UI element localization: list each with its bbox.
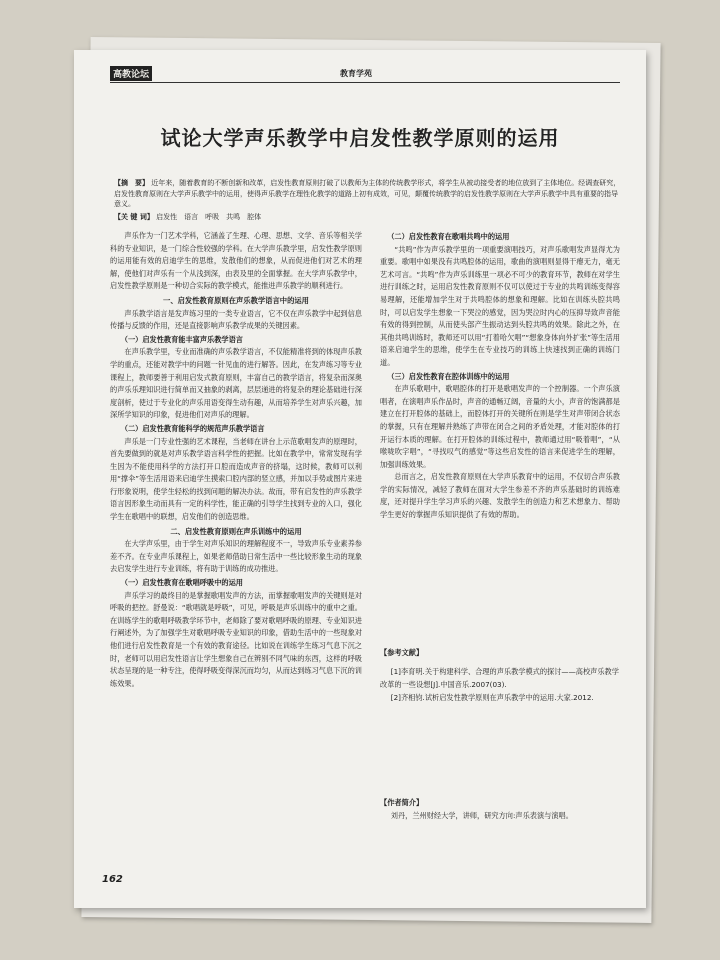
author-heading: 【作者简介】 <box>380 798 424 807</box>
subsection-heading: （三）启发性教育在腔体训练中的运用 <box>387 371 510 381</box>
paragraph: 声乐是一门专业性强的艺术课程，当老师在讲台上示范歌唱发声的原理时，首先要做到的就是对声乐教学语言科学性的把握。比如在教学中，常常发现有学生因为不能使用科学的方法打开口腔而造成声音的挤塌，这时候，教师可以利用“撑伞”等生活用语来启迪学生摸索口腔内部的竖立感，并加以手势或图片来进行形象说明，使学生轻松的找到问题的解决办法。故而，带有启发性的声乐教学语言因形象生动而具有一定的科学性，能正确的引导学生找到专业的入口，强化学生在歌唱中的联想，启发他们的创造思维。 <box>110 436 362 522</box>
section-heading: 一、启发性教育原则在声乐教学语言中的运用 <box>163 295 309 305</box>
references <box>380 646 620 704</box>
paragraph: 声乐教学语言是发声练习里的一类专业语言，它不仅在声乐教学中起到信息传播与反馈的作用，还是直接影响声乐教学成果的关键因素。 <box>110 308 362 331</box>
header-tag: 高教论坛 <box>110 66 152 81</box>
right-column <box>380 230 620 522</box>
paragraph: “共鸣”作为声乐教学里的一项重要演唱技巧，对声乐歌唱发声显得尤为重要。歌唱中如果没有共鸣腔体的运用，歌曲的演唱则显得干瘪无力，毫无艺术可言。“共鸣”作为声乐训练里一项必不可少的教育环节，教师在对学生进行训练之时，运用启发性教育原则不仅可以使过于专业的共鸣训练变得容易理解，还能增加学生对于共鸣腔体的想象和理解。比如在训练头腔共鸣时，可以启发学生想象一下哭泣的感觉，因为哭泣时内心的压抑导致声音能有效的得到控制，从而使头部产生振动达到头腔共鸣的效果。除此之外，在其他共鸣训练时，教师还可以用“打着哈欠唱”“想象身体向外扩张”等生活用语来启迪学生的思维，使学生在专业技巧的训练上快速找到正确的训练门道。 <box>380 244 620 367</box>
reference-item: [1]李育明.关于构建科学、合理的声乐教学模式的探讨——高校声乐教学改革的一些设想[J].中国音乐.2007(03). <box>380 667 619 689</box>
reference-item: [2]齐相钧.试析启发性教学原则在声乐教学中的运用.大家.2012. <box>390 693 594 702</box>
abstract-text: 近年来，随着教育的不断创新和改革，启发性教育原则打破了以教师为主体的传统教学形式，将学生从被动接受者的地位放到了主体地位。经调查研究，启发性教育原则在大学声乐教学中的运用，使得声乐教学在理性化教学的道路上初有成效，可见，颠覆传统教学的启发性教学原则在大学声乐教学中具有重要的指导意义。 <box>114 179 621 208</box>
author-text: 刘丹，兰州财经大学，讲师，研究方向:声乐表演与演唱。 <box>390 811 573 820</box>
paragraph: 在声乐歌唱中，歌唱腔体的打开是歌唱发声的一个控制器。一个声乐演唱者，在演唱声乐作品时，声音的通畅辽阔，音量的大小，声音的饱满都是建立在打开腔体的基础上，而腔体打开的关键所在则是学生对声带闭合状态的掌握，只有在理解并熟练了声带在闭合之间的矛盾处理，才能对腔体的打开运行本质的理解。在打开腔体的训练过程中，教师通过用“吸着唱”，“从喉咙吹字唱”，“寻找叹气的感觉”等这些启发性的语言来促进学生的理解，加强训练效果。 <box>380 384 620 469</box>
paragraph: 在声乐教学里，专业而准确的声乐教学语言，不仅能精准将到的体现声乐教学的重点，还能对教学中的问题一针见血的进行解答。因此，在发声练习等专业课程上，教师要善于利用启发式教育原则，丰富自己的教学语言，将复杂而深奥的声乐乐理知识进行简单而又抽象的剥离，层层递进的将复杂的理论基础进行深度剖析，使过于专业化的声乐用语变得生动有趣，从而培养学生对声乐兴趣，加深所学知识的印象，促进他们对声乐的理解。 <box>110 347 362 420</box>
subsection-heading: （二）启发性教育在歌唱共鸣中的运用 <box>387 232 510 241</box>
article-title: 试论大学声乐教学中启发性教学原则的运用 <box>160 126 560 150</box>
keywords <box>114 212 624 222</box>
subsection-heading: （一）启发性教育在歌唱呼吸中的运用 <box>120 578 243 588</box>
paragraph: 声乐作为一门艺术学科，它涵盖了生理、心理、思想、文学、音乐等相关学科的专业知识，是一门综合性较强的学科。在大学声乐教学里，启发性教学原则的运用能有效的启迪学生的思维，发散他们的想象，从而促进他们对艺术的理解，使他们对声乐有一个从浅到深，由表及里的全面掌握。在大学声乐教学中，启发性教学原则是一种切合实际的教学模式，能推进声乐教学的顺利进行。 <box>110 231 362 291</box>
abstract-label: 【摘 要】 <box>114 179 149 187</box>
keywords-label: 【关 键 词】 <box>114 213 154 221</box>
abstract <box>114 178 624 210</box>
paragraph: 声乐学习的最终目的是掌握歌唱发声的方法，而掌握歌唱发声的关键则是对呼吸的把控。舒曼说：“歌唱就是呼吸”，可见，呼吸是声乐训练中的重中之重。在训练学生的歌唱呼吸教学环节中，老师除了要对歌唱呼吸的原理、专业知识进行阐述外，为了加强学生对歌唱呼吸专业知识的印象，借助生活中的一些现象对他们进行启发性教育是一个有效的教育途径。比如说在训练学生练习气息下沉之时，老师可以用启发性语言让学生想象自己在辨别不同气味的东西，这样的呼吸状态呈现的是一种专注，使得呼吸变得深沉而均匀，从而达到练习气息下沉的训练效果。 <box>110 590 362 688</box>
author-bio <box>380 796 620 822</box>
subsection-heading: （一）启发性教育能丰富声乐教学语言 <box>120 334 243 344</box>
paragraph: 在大学声乐里，由于学生对声乐知识的理解程度不一，导致声乐专业素养参差不齐。在专业声乐课程上，如果老师借助日常生活中一些比较形象生动的现象去启发学生进行专业训练，将有助于训练的成功推进。 <box>110 539 362 574</box>
paragraph: 总而言之，启发性教育原则在大学声乐教育中的运用，不仅切合声乐教学的实际情况，减轻了教师在面对大学生参差不齐的声乐基础时的训练难度，还对提升学生学习声乐的兴趣、发散学生的创造力和艺术想象力、帮助学生更好的掌握声乐知识提供了有效的帮助。 <box>380 472 620 520</box>
journal-page <box>74 50 646 908</box>
subsection-heading: （二）启发性教育能科学的规范声乐教学语言 <box>120 423 265 433</box>
left-column <box>110 230 362 690</box>
keywords-text: 启发性 语言 呼吸 共鸣 腔体 <box>156 213 262 221</box>
section-heading: 二、启发性教育原则在声乐训练中的运用 <box>170 526 302 536</box>
header-section: 教育学苑 <box>340 69 372 78</box>
page-header <box>110 66 620 83</box>
page-number: 162 <box>102 874 123 885</box>
references-heading: 【参考文献】 <box>380 648 424 657</box>
